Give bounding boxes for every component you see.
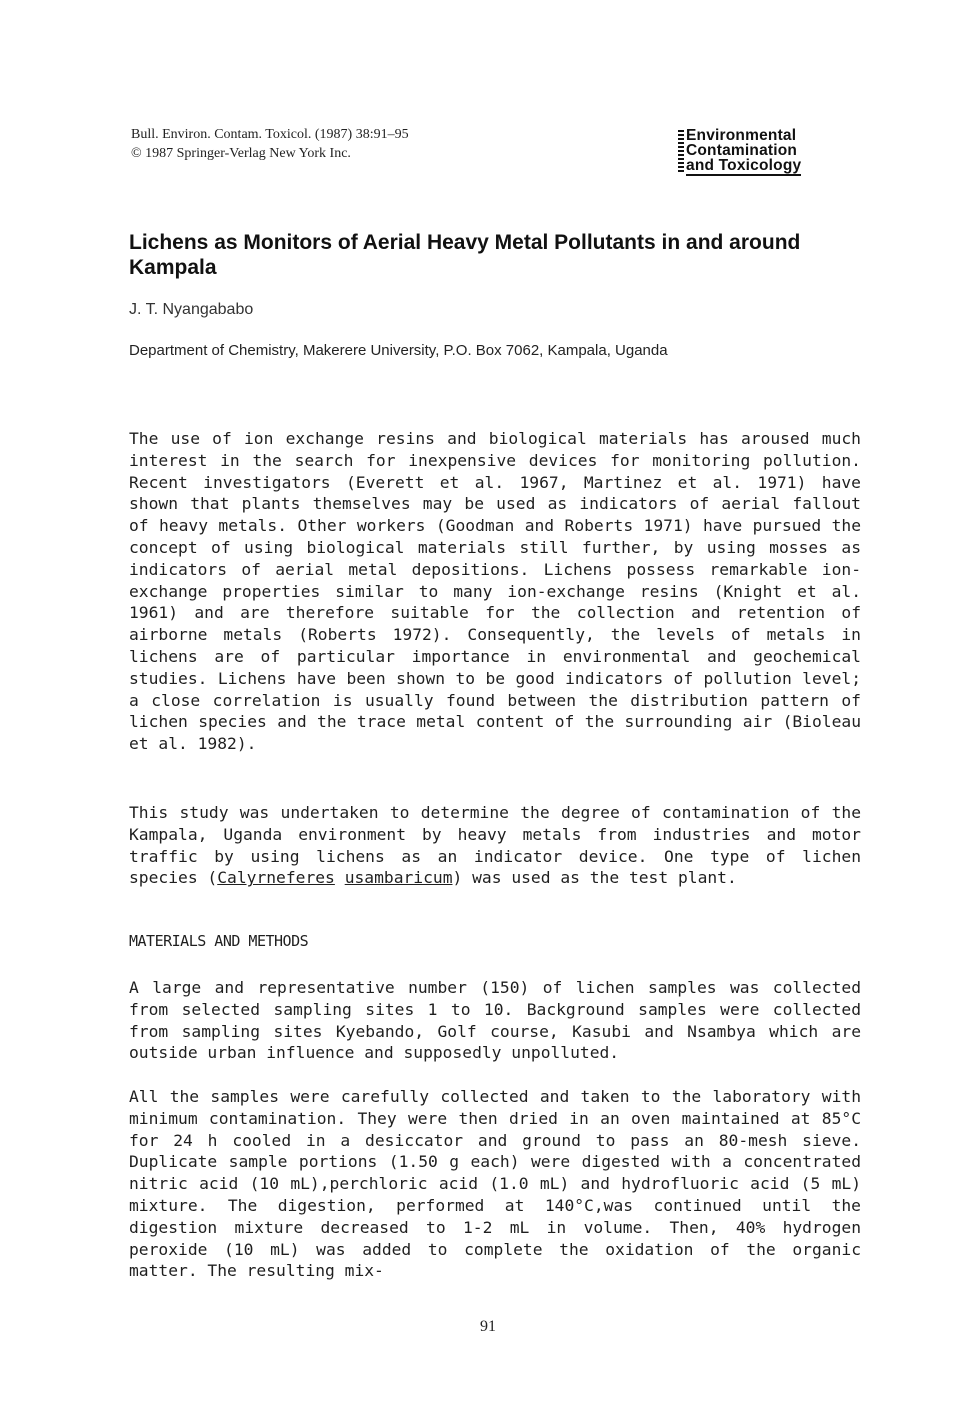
paragraph-text: This study was undertaken to determine the degree of contamination of the Kampala, Uganda environment by heavy metals from industries and motor traffic by using lichens as an indicator device. One type of lichen species ( [129,803,861,888]
page-number: 91 [480,1318,496,1335]
citation-line: Bull. Environ. Contam. Toxicol. (1987) 38:91–95 [131,127,409,142]
species-epithet: usambaricum [344,868,453,888]
article-title: Lichens as Monitors of Aerial Heavy Metal Pollutants in and around Kampala [129,231,801,279]
logo-side-bar [678,130,684,174]
paragraph-text: ) was used as the test plant. [452,868,737,888]
species-genus: Calyrneferes [217,868,335,888]
copyright-line: © 1987 Springer-Verlag New York Inc. [131,146,351,161]
author-affiliation: Department of Chemistry, Makerere University, P.O. Box 7062, Kampala, Uganda [129,342,668,359]
citation-block [131,125,409,163]
section-heading: MATERIALS AND METHODS [129,932,309,950]
logo-line-1: Environmental [686,127,797,144]
intro-paragraph: The use of ion exchange resins and biological materials has aroused much interest in the search for inexpensive devices for monitoring pollution. Recent investigators (Everett et al. 1967, Martinez et al. 1971) have shown that plants themselves may be used as indicators of aerial fallout of heavy metals. Other workers (Goodman and Roberts 1971) have pursued the concept of using biological materials still further, by using mosses as indicators of aerial metal depositions. Lichens possess remarkable ion-exchange properties similar to many ion-exchange resins (Knight et al. 1961) and are therefore suitable for the collection and retention of airborne metals (Roberts 1972). Consequently, the levels of metals in lichens are of particular importance in environmental and geochemical studies. Lichens have been shown to be good indicators of pollution level; a close correlation is usually found between the distribution pattern of lichen species and the trace metal content of the surrounding air (Bioleau et al. 1982). [129,429,861,754]
logo-line-2: Contamination [686,142,798,159]
journal-logo [678,128,848,178]
sampling-paragraph: A large and representative number (150) of lichen samples was collected from selected sampling sites 1 to 10. Background samples were collected from sampling sites Kyebando, Golf course, Kasubi and Nsambya which are outside urban influence and supposedly unpolluted. [129,978,861,1063]
study-aim-paragraph [129,802,861,889]
logo-text [686,128,801,176]
author-name: J. T. Nyangababo [129,301,254,318]
logo-line-3: and Toxicology [686,157,802,174]
digestion-paragraph: All the samples were carefully collected and taken to the laboratory with minimum contamination. They were then dried in an oven maintained at 85°C for 24 h cooled in a desiccator and ground to pass an 80-mesh sieve. Duplicate sample portions (1.50 g each) were digested with a concentrated nitric acid (10 mL),perchloric acid (1.0 mL) and hydrofluoric acid (5 mL) mixture. The digestion, performed at 140°C,was continued until the digestion mixture decreased to 1-2 mL in volume. Then, 40% hydrogen peroxide (10 mL) was added to complete the oxidation of the organic matter. The resulting mix- [129,1087,861,1281]
